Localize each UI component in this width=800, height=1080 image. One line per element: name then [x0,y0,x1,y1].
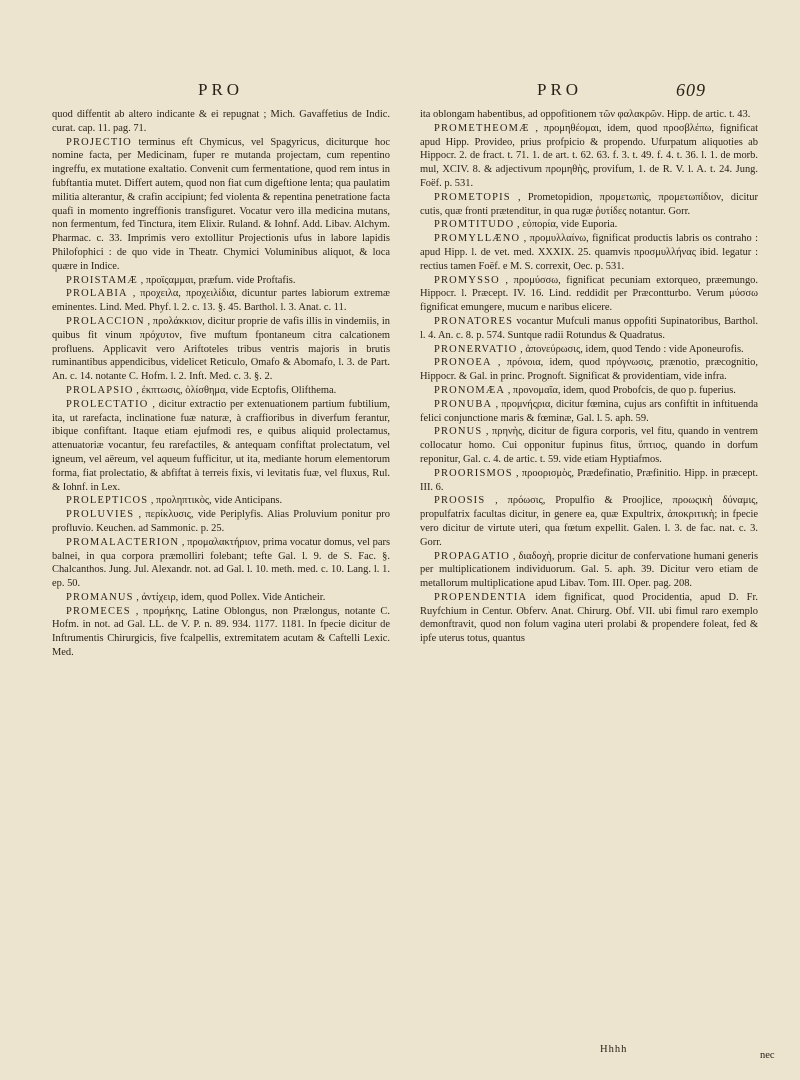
dictionary-entry [420,343,758,357]
entry-headword: PROLACCION [66,315,145,327]
entry-headword: PROLECTATIO [66,398,149,410]
entry-text: , προνομαῖα, idem, quod Probofcis, de quo p. fuperius. [507,384,736,396]
dictionary-entry [52,536,390,591]
dictionary-entry [420,494,758,549]
entry-text: , προμυλλαίνω, fignificat productis labris os contraho : apud Hipp. l. de vet. med. XXXIX. 25. quamvis προσμυλλήνας ibid. legatur : rectius tamen Foëf. e M. S. correxit, Oec. p. 531. [420,233,758,272]
dictionary-entry [420,315,758,343]
entry-headword: PROISTAMÆ [66,274,139,286]
entry-text: , προμνήςρια, dicitur fœmina, cujus ars confiftit in inftituenda felici conjunctione maris & fœminæ, Gal. l. 5. aph. 59. [420,398,758,424]
entry-headword: PROOSIS [434,495,486,507]
dictionary-entry [420,591,758,646]
dictionary-entry [52,384,390,398]
dictionary-entry [52,508,390,536]
entry-text: , πρηνὴς, dicitur de figura corporis, vel fitu, quando in ventrem collocatur homo. Cui opponitur fupinus fitus, ὕπτιος, quando in dorfum reponitur, Gal. c. 4. de artic. t. 59. vide etiam Hyptiafmos. [420,426,758,465]
dictionary-entry [420,384,758,398]
entry-headword: PRONUS [434,426,483,438]
page-number: 609 [676,80,706,100]
entry-headword: PRONOEA [434,357,492,369]
dictionary-entry [420,550,758,591]
dictionary-entry [420,191,758,219]
entry-text: , Prometopidion, προμετωπὶς, προμετωπίδιον, dicitur cutis, quæ fronti prætenditur, in qua rugæ ῥυτίδες notantur. Gorr. [420,191,758,217]
entry-headword: PROMYLLÆNO [434,233,521,245]
entry-headword: PROMECES [66,605,131,617]
entry-text: , προλάκκιον, dicitur proprie de vafis illis in vindemiis, in quibus fit vinum πρόχυτον, five muftum fpontaneum citra calcationem profluens. Applicavit vero Ariftoteles tribus ventris majoris in brutis ruminantibus appendicibus, videlicet Reticulo, Omafo & Abomafo, l. 3. de Part. An. c. 14. notante C. Hofm. l. 2. Inft. Med. c. 3. §. 2. [52,315,391,383]
entry-text: , προχειλα, προχειλίδια, dicuntur partes labiorum extremæ eminentes. Lind. Med. Phyf. l. 2. c. 13. §. 45. Barthol. l. 3. Anat. c. 11. [52,288,391,314]
entry-headword: PROMETOPIS [434,191,511,203]
left-column [52,108,390,660]
entry-headword: PROLEPTICOS [66,495,149,507]
entry-text: , προμαλακτήριον, prima vocatur domus, vel pars balnei, in qua corpora præmolliri folebant; tefte Gal. l. 9. de S. Fac. §. Chalcanthos. Jung. Jul. Alexandr. not. ad Gal. l. 10. meth. med. c. 10. Lang. l. 1. ep. 50. [52,536,391,590]
dictionary-entry [52,398,390,495]
entry-headword: PROPENDENTIA [434,591,528,603]
catchword: nec [760,1050,775,1061]
entry-text: , πρόωσις, Propulfio & Proojlice, προωςικὴ δύναμις, propulfatrix facultas dicitur, in genere ea, quæ Expultrix, ἀποκριτικὴ; in fpecie vero dicitur de virtute uteri, qua fœtum expellit. Galen. l. 3. de fac. nat. c. 3. Gorr. [420,495,759,548]
entry-text: , προμηθέομαι, idem, quod προσβλέπω, fignificat apud Hipp. Provideo, prius profpicio & propendo. Ufurpatum aliquoties ab Hippocr. 2. de fract. t. 71. 1. de art. t. 62. 63. f. 3. t. 49. f. 4. t. 36. l. 1. de morb. mul, XCIV. 8. & adjectivum προμηθὴς, provifum, 1. de R. V. l. A. t. 24. Jung. Foëf. p. 531. [420,122,758,189]
dictionary-entry [420,232,758,273]
dictionary-entry [52,494,390,508]
running-head-right: PRO [537,80,583,99]
entry-headword: PROMETHEOMÆ [434,122,530,134]
entry-continuation [52,108,390,136]
entry-continuation [420,108,758,122]
dictionary-entry [420,425,758,466]
dictionary-entry [52,287,390,315]
dictionary-entry [52,274,390,288]
dictionary-entry [52,136,390,274]
entry-headword: PROPAGATIO [434,550,510,562]
dictionary-entry [420,467,758,495]
entry-text: , πρόνοια, idem, quod πρόγνωσις, prænotio, præcognitio, Hippocr. & Gal. in princ. Prognoft. Significat & providentiam, vide infra. [420,357,758,383]
entry-text: , διαδοχὴ, proprie dicitur de confervatione humani generis per multiplicationem individuorum. Gal. 5. aph. 39. Dicitur vero etiam de metallorum multiplicatione apud Libav. Tom. III. Oper. pag. 208. [420,550,759,590]
entry-text: , περίκλυσις, vide Periplyfis. Alias Proluvium ponitur pro profluvio. Keuchen. ad Sammonic. p. 25. [52,509,390,534]
entry-text: , dicitur extractio per extenuationem partium fubtilium, ita, ut rarefacta, inclinatione fuæ naturæ, à craffioribus in diverfum ferantur, ibique confiftant. Itaque etiam ejufmodi res, e quibus aliquid prolectamus, attenuatoriæ vocantur, feu rarefactiles, & antequam confiftat prolectatum, vel igneum, vel aëreum, vel aqueum fufficitur, ut ita, mediante horum elementorum forma, fiat prolectatio, & abfiftat à terreis fixis, vi levitatis fuæ, vel fluxus, Rul. & Iohnf. in Lex. [52,398,391,493]
running-head-left: PRO [198,80,244,99]
entry-text: , προληπτικὸς, vide Anticipans. [150,495,283,507]
entry-headword: PRONOMÆA [434,384,506,396]
entry-headword: PRONUBA [434,398,493,410]
entry-headword: PRONERVATIO [434,343,518,355]
dictionary-entry [420,398,758,426]
entry-text: quod diffentit ab altero indicante & ei repugnat ; Mich. Gavaffetius de Indic. curat. cap. 11. pag. 71. [52,109,390,134]
entry-headword: PROMANUS [66,591,134,603]
entry-headword: PROLAPSIO [66,384,134,396]
entry-headword: PROLUVIES [66,509,135,521]
dictionary-entry [420,122,758,191]
dictionary-entry [52,591,390,605]
entry-text: , ἀπονεύρωσις, idem, quod Tendo : vide Aponeurofis. [520,343,744,355]
entry-text: , προμήκης, Latine Oblongus, non Prælongus, notante C. Hofm. in not. ad Gal. LL. de V. P. n. 89. 934. 1177. 1181. In fpecie dicitur de Inftrumentis Chirurgicis, five fcalpellis, extremitatem acutam & Caftelli Lexic. Med. [52,605,390,659]
dictionary-entry [420,356,758,384]
entry-headword: PROMTITUDO [434,219,515,231]
dictionary-entry [420,218,758,232]
right-column [420,108,758,646]
entry-headword: PROLABIA [66,288,128,300]
signature-mark: Hhhh [600,1044,628,1055]
dictionary-entry [420,274,758,315]
entry-text: , ἀντίχειρ, idem, quod Pollex. Vide Anticheir. [136,591,326,603]
entry-headword: PROJECTIO [66,136,132,148]
entry-text: , εὐπορία, vide Euporia. [517,219,618,231]
dictionary-entry [52,605,390,660]
entry-text: , ἐκπτωσις, ὀλίσθημα, vide Ecptofis, Olifthema. [136,384,337,396]
entry-text: , προϊςαμμαι, præfum. vide Proftafis. [140,274,296,286]
entry-text: , προορισμὸς, Prædefinatio, Præfinitio. Hipp. in præcept. III. 6. [420,467,759,493]
dictionary-entry [52,315,390,384]
entry-text: vocantur Mufculi manus oppofiti Supinatoribus, Barthol. l. 4. An. c. 8. p. 574. Suntque radii Rotundus & Quadratus. [420,315,758,341]
entry-text: idem fignificat, quod Procidentia, apud D. Fr. Ruyfchium in Centur. Obferv. Anat. Chirurg. Obf. VII. ubi fimul raro exemplo demonftravit, quod non folum vagina uteri prolabi & propendere foleat, fed & ipfe uterus totus, quantus [420,591,758,645]
entry-headword: PROMALACTERION [66,536,180,548]
entry-text: , προμύσσω, fignificat pecuniam extorqueo, præemungo. Hippocr. l. Præcept. IV. 16. Lind. reddidit per Præcontturbo. Verum μύσσω fignificat emungere, mucum e naribus elicere. [420,274,758,314]
entry-headword: PROORISMOS [434,467,513,479]
entry-headword: PRONATORES [434,315,514,327]
entry-headword: PROMYSSO [434,274,500,286]
entry-text: ita oblongam habentibus, ad oppofitionem τῶν φαλακρῶν. Hipp. de artic. t. 43. [420,109,751,120]
entry-text: terminus eft Chymicus, vel Spagyricus, diciturque hoc nomine facta, per Medicinam, fuper re mutanda projectam, cum repentino ingreffu, ex mutatione exaltatio. Convenit cum fermentatione, quod rem intus in fubftantia mutet. Differt autem, quod non fiat cum digeftione lenta; qua paulatim militia alterantur, & crafin accipiunt; fed violenta & repentina penetratione facta quafi in momento ingreffionis transfiguret. Vocatur vero illa medicina mutans, non fermentum, fed Tinctura, item Elixir. Ruland. & Iohnf. Add. Libav. Alchym. Pharmac. c. 33. Imprimis vero extollitur Projectionis ufus in labore lapidis Philofophici : de quo vide in Theatr. Chymici Voluminibus aliquot, & loca quære in Indice. [52,136,390,272]
